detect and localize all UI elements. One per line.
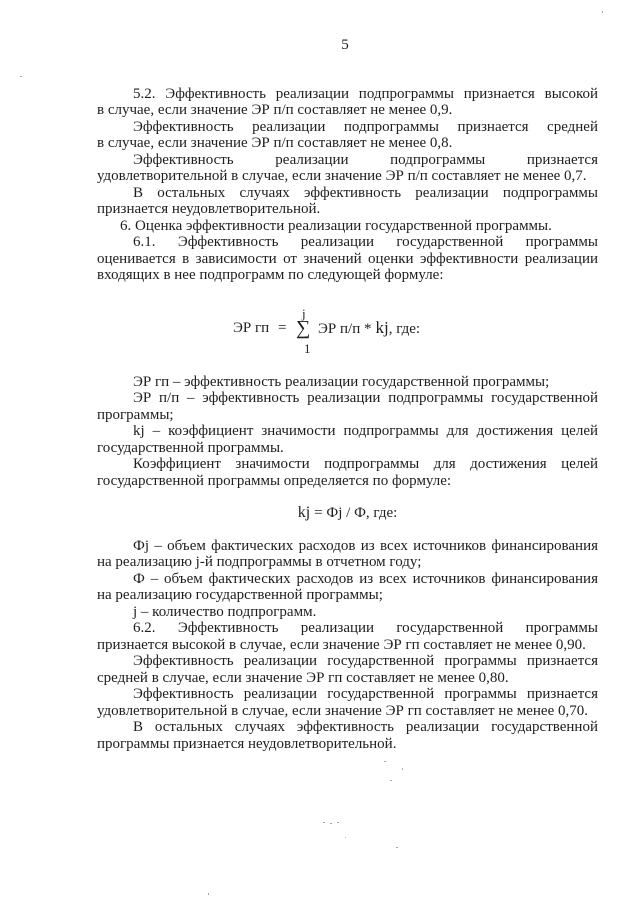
text-line: В остальных случаях эффективность реализации государственной [133, 719, 598, 736]
text-line: оценивается в зависимости от значений оценки эффективности реализации [97, 250, 598, 267]
scan-speck [384, 761, 386, 762]
formula-coefficient [97, 489, 598, 538]
coefficient-kj: kj [375, 317, 389, 337]
equals-sign: = [278, 319, 287, 336]
sum-upper-limit: j [302, 305, 306, 321]
paragraph-6-2-high [97, 620, 598, 653]
text-line: удовлетворительной в случае, если значение ЭР гп составляет не менее 0,70. [97, 702, 589, 719]
text-line: 5.2. Эффективность реализации подпрограммы признается высокой [133, 85, 598, 102]
paragraph-6-1 [97, 234, 598, 284]
scan-speck [345, 837, 346, 838]
document-body [97, 86, 598, 753]
text-line: Эффективность реализации государственной программы признается [133, 686, 598, 703]
formula-lhs: ЭР гп [233, 319, 270, 336]
text-line: Фj – объем фактических расходов из всех источников финансирования [133, 537, 598, 554]
formula-tail: , где: [388, 320, 421, 337]
text-line: в случае, если значение ЭР п/п составляет не менее 0,9. [97, 102, 453, 119]
text-line: j – количество подпрограмм. [133, 603, 317, 620]
sum-lower-limit: 1 [304, 340, 311, 356]
formula-program-efficiency [97, 284, 598, 374]
definition-er-gp [97, 374, 598, 391]
definition-j [97, 604, 598, 621]
text-line: 6.1. Эффективность реализации государственной программы [133, 234, 598, 251]
text-line: в случае, если значение ЭР п/п составляет не менее 0,8. [97, 135, 453, 152]
formula-expression: = Фj / Ф, где: [314, 505, 398, 522]
text-line: Эффективность реализации подпрограммы признается средней [133, 118, 598, 135]
paragraph-satisfactory [97, 152, 598, 185]
scan-speck [396, 847, 398, 848]
text-line: программы; [97, 406, 174, 423]
coefficient-kj: kj [297, 504, 311, 522]
text-line: признается неудовлетворительной. [97, 201, 321, 218]
text-line: Коэффициент значимости подпрограммы для достижения целей [133, 456, 598, 473]
text-line: Ф – объем фактических расходов из всех источников финансирования [133, 570, 598, 587]
scan-speck [337, 822, 339, 823]
formula-term: ЭР п/п * [318, 320, 372, 337]
text-line: 6.2. Эффективность реализации государственной программы [133, 620, 598, 637]
paragraph-program-unsatisfactory [97, 719, 598, 752]
paragraph-5-2-high [97, 86, 598, 119]
definition-kj [97, 423, 598, 456]
section-6-heading [97, 218, 598, 235]
paragraph-program-satisfactory [97, 686, 598, 719]
text-line: государственной программы. [97, 439, 284, 456]
text-line: kj – коэффициент значимости подпрограммы для достижения целей [133, 423, 598, 440]
text-line: на реализацию государственной программы; [97, 587, 383, 604]
paragraph-program-medium [97, 653, 598, 686]
text-line: Эффективность реализации государственной программы признается [133, 653, 598, 670]
text-line: признается высокой в случае, если значение ЭР гп составляет не менее 0,90. [97, 636, 586, 653]
definition-fj [97, 538, 598, 571]
summation-sign: ∑ [296, 316, 311, 339]
text-line: средней в случае, если значение ЭР гп составляет не менее 0,80. [97, 669, 509, 686]
text-line: на реализацию j-й подпрограммы в отчетном году; [97, 554, 422, 571]
text-line: В остальных случаях эффективность реализации подпрограммы [133, 184, 598, 201]
text-line: входящих в нее подпрограмм по следующей формуле: [97, 267, 444, 284]
text-line: ЭР гп – эффективность реализации государственной программы; [133, 373, 550, 390]
paragraph-coefficient-intro [97, 456, 598, 489]
scan-speck [390, 780, 392, 781]
paragraph-unsatisfactory [97, 185, 598, 218]
scan-speck [402, 768, 403, 770]
text-line: удовлетворительной в случае, если значение ЭР п/п составляет не менее 0,7. [97, 168, 587, 185]
scan-speck [20, 76, 22, 77]
definition-er-pp [97, 390, 598, 423]
text-line: 6. Оценка эффективности реализации государственной программы. [120, 217, 552, 234]
page-number: 5 [341, 37, 349, 53]
scan-speck [208, 893, 209, 895]
scan-speck [323, 822, 325, 823]
scan-speck [602, 11, 603, 13]
definition-f [97, 571, 598, 604]
paragraph-medium [97, 119, 598, 152]
scan-speck [330, 823, 332, 824]
text-line: Эффективность реализации подпрограммы признается [133, 151, 598, 168]
formula-rhs [318, 319, 420, 338]
text-line: государственной программы определяется по формуле: [97, 472, 452, 489]
text-line: программы признается неудовлетворительной. [97, 735, 397, 752]
text-line: ЭР п/п – эффективность реализации подпрограммы государственной [133, 390, 598, 407]
